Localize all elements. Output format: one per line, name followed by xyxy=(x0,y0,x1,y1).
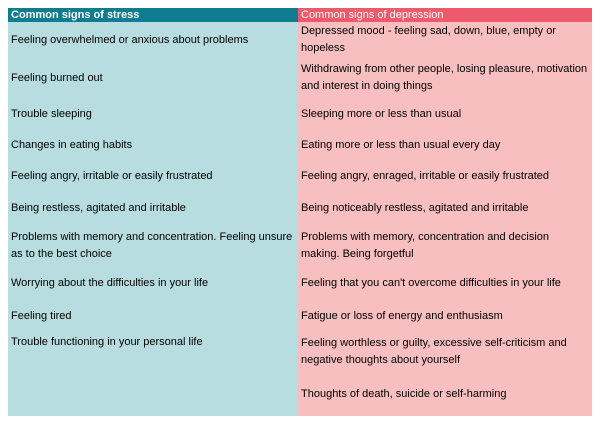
stress-cell-6: Being restless, agitated and irritable xyxy=(8,192,298,224)
depression-cell-4: Eating more or less than usual every day xyxy=(298,130,592,160)
header-depression: Common signs of depression xyxy=(298,8,592,22)
stress-cell-4: Changes in eating habits xyxy=(8,130,298,160)
header-stress: Common signs of stress xyxy=(8,8,298,22)
depression-cell-5: Feeling angry, enraged, irritable or easily frustrated xyxy=(298,160,592,192)
stress-cell-1: Feeling overwhelmed or anxious about problems xyxy=(8,22,298,58)
stress-cell-8: Worrying about the difficulties in your life xyxy=(8,267,298,300)
depression-cell-9: Fatigue or loss of energy and enthusiasm xyxy=(298,300,592,332)
stress-cell-10: Trouble functioning in your personal life xyxy=(8,332,298,372)
depression-cell-11: Thoughts of death, suicide or self-harming xyxy=(298,372,592,416)
depression-cell-10: Feeling worthless or guilty, excessive self-criticism and negative thoughts about yourself xyxy=(298,332,592,372)
stress-cell-9: Feeling tired xyxy=(8,300,298,332)
depression-cell-3: Sleeping more or less than usual xyxy=(298,98,592,130)
depression-cell-7: Problems with memory, concentration and decision making. Being forgetful xyxy=(298,224,592,267)
depression-cell-6: Being noticeably restless, agitated and irritable xyxy=(298,192,592,224)
depression-cell-8: Feeling that you can't overcome difficulties in your life xyxy=(298,267,592,300)
stress-cell-11 xyxy=(8,372,298,416)
signs-comparison-table xyxy=(8,8,592,416)
stress-cell-5: Feeling angry, irritable or easily frustrated xyxy=(8,160,298,192)
stress-cell-2: Feeling burned out xyxy=(8,58,298,98)
depression-cell-2: Withdrawing from other people, losing pleasure, motivation and interest in doing things xyxy=(298,58,592,98)
depression-cell-1: Depressed mood - feeling sad, down, blue, empty or hopeless xyxy=(298,22,592,58)
stress-cell-3: Trouble sleeping xyxy=(8,98,298,130)
stress-cell-7: Problems with memory and concentration. Feeling unsure as to the best choice xyxy=(8,224,298,267)
